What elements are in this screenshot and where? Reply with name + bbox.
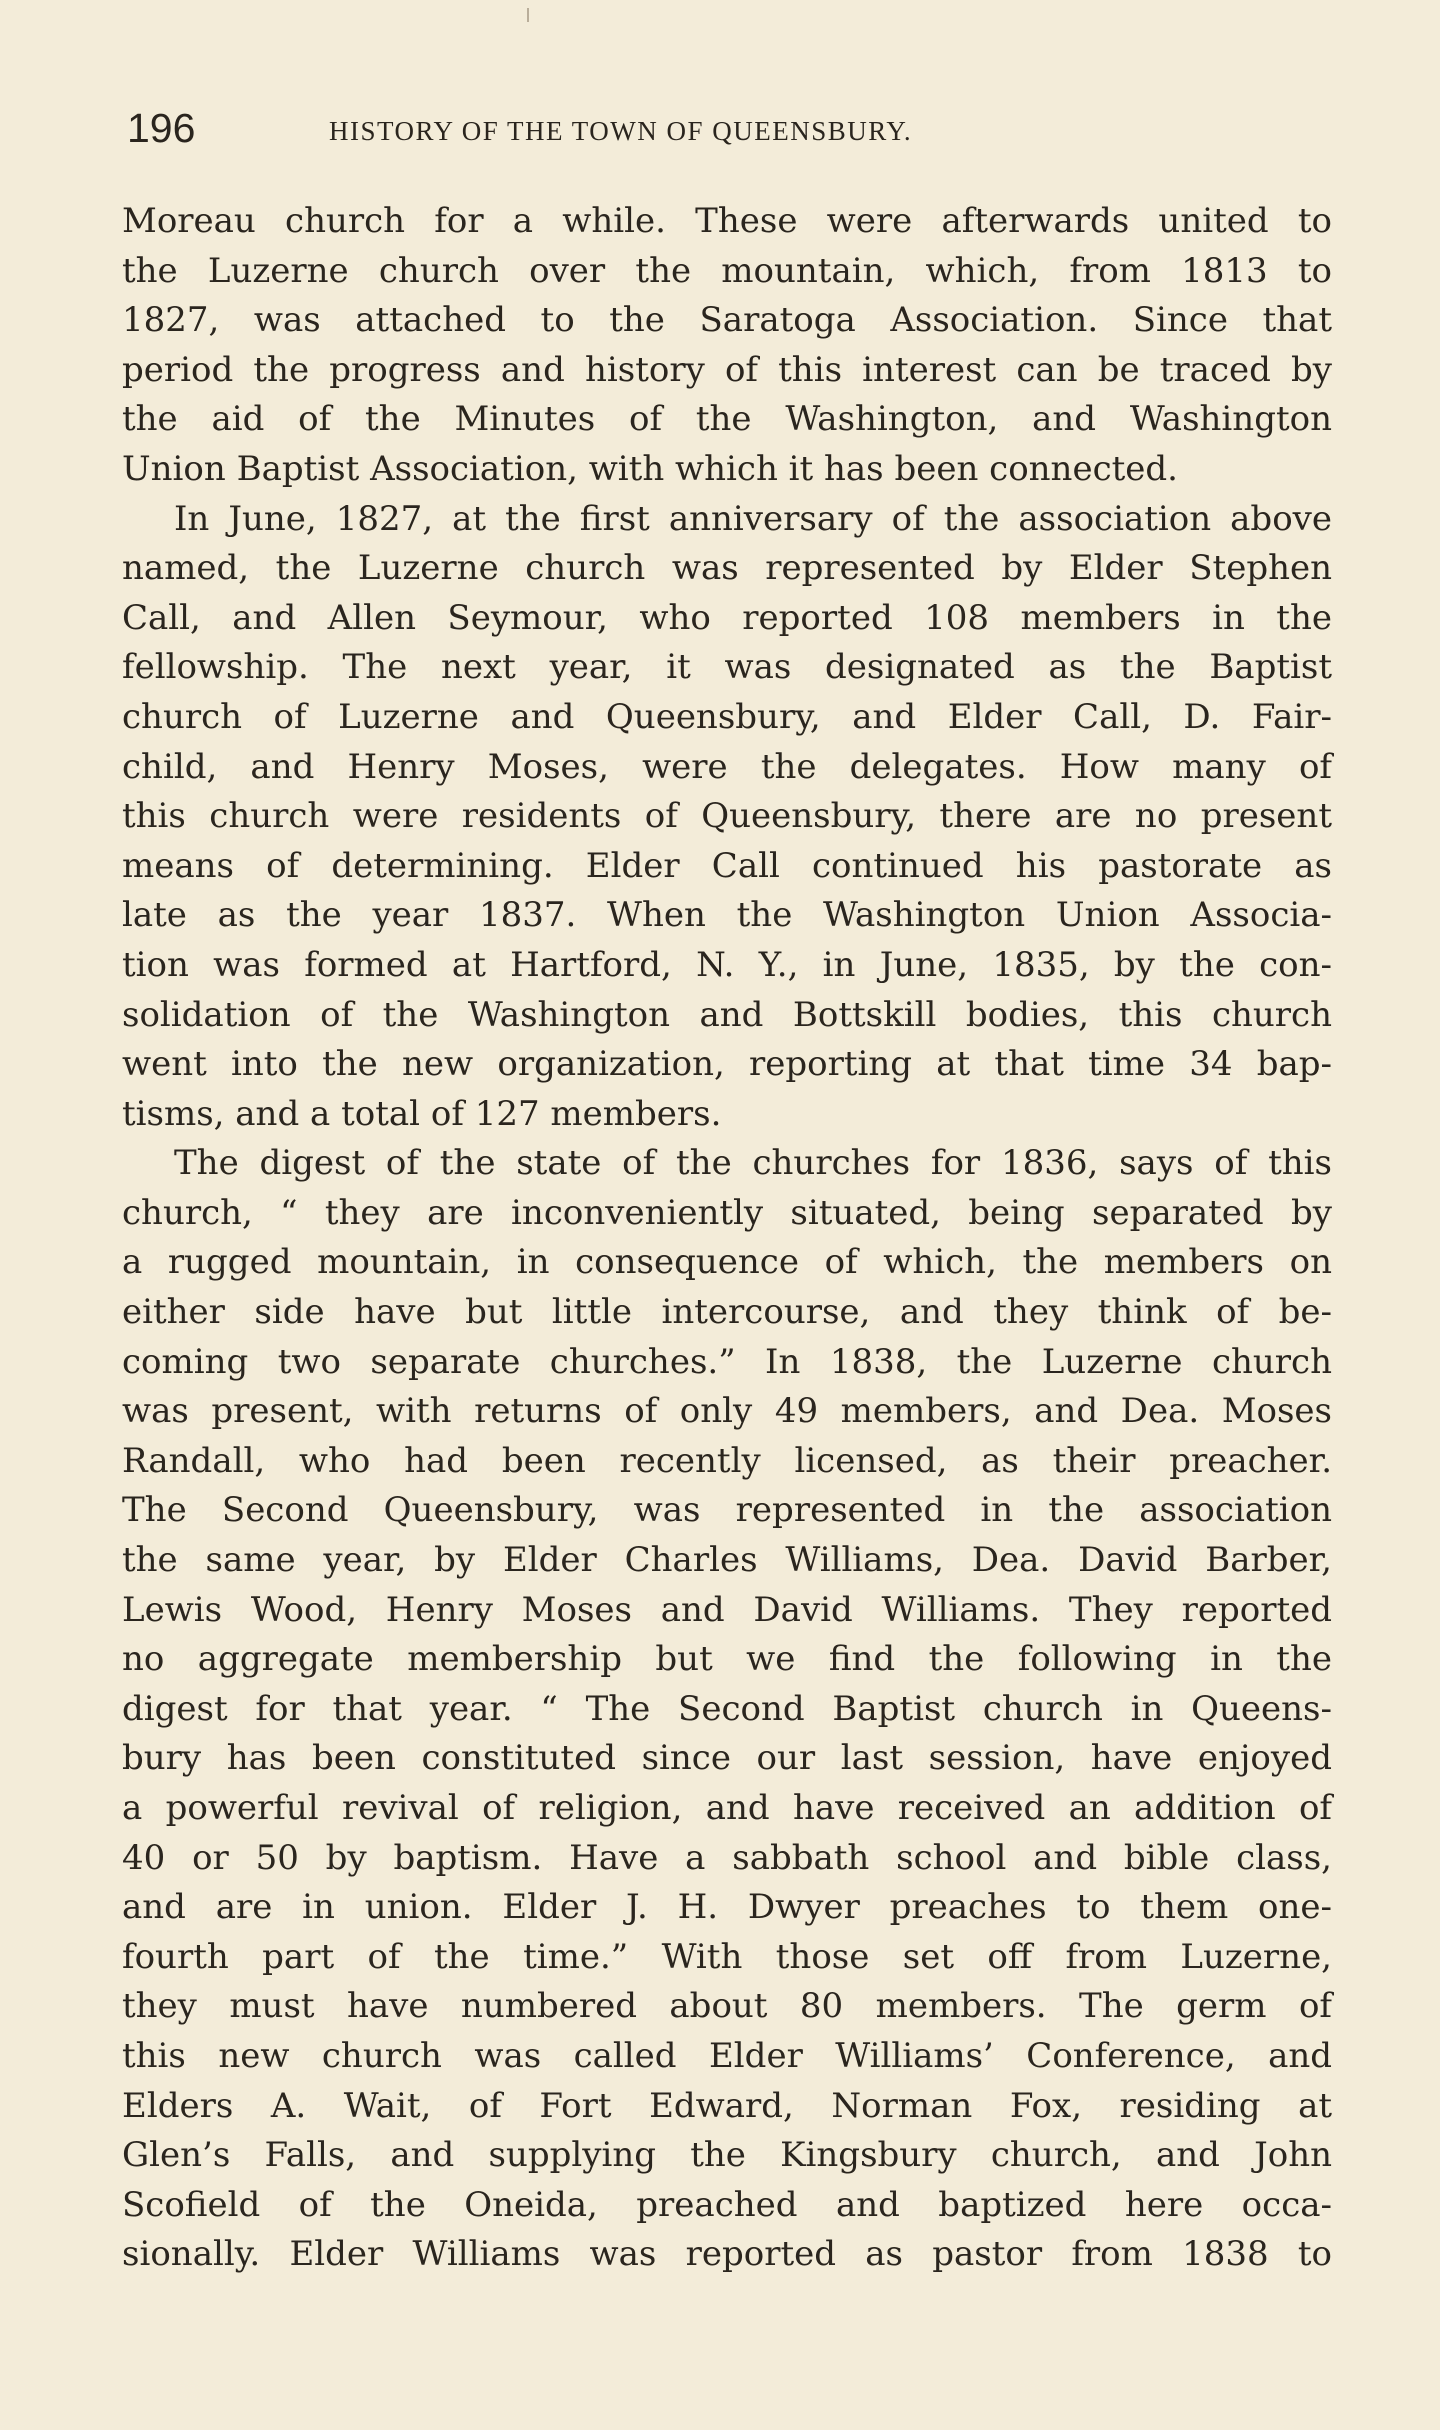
text-line: Elders A. Wait, of Fort Edward, Norman Fox, residing at: [122, 2085, 1332, 2126]
running-title: HISTORY OF THE TOWN OF QUEENSBURY.: [329, 116, 913, 146]
text-line: fourth part of the time.” With those set off from Luzerne,: [122, 1936, 1332, 1977]
text-line: Randall, who had been recently licensed, as their preacher.: [122, 1440, 1332, 1481]
text-line: Call, and Allen Seymour, who reported 108 members in the: [122, 597, 1332, 638]
text-line: 1827, was attached to the Saratoga Association. Since that: [122, 300, 1332, 341]
text-line: In June, 1827, at the first anniversary of the association above: [174, 498, 1332, 539]
text-line: child, and Henry Moses, were the delegates. How many of: [122, 746, 1332, 787]
text-line: The Second Queensbury, was represented in the association: [122, 1490, 1332, 1531]
text-line: either side have but little intercourse, and they think of be-: [122, 1292, 1332, 1333]
text-line: the same year, by Elder Charles Williams, Dea. David Barber,: [122, 1540, 1332, 1581]
text-line: tion was formed at Hartford, N. Y., in June, 1835, by the con-: [122, 944, 1332, 985]
text-line: Union Baptist Association, with which it has been connected.: [122, 448, 1178, 489]
text-line: coming two separate churches.” In 1838, the Luzerne church: [122, 1341, 1332, 1382]
text-line: Scofield of the Oneida, preached and baptized here occa-: [122, 2184, 1332, 2225]
text-line: Lewis Wood, Henry Moses and David Williams. They reported: [122, 1589, 1332, 1630]
text-line: digest for that year. “ The Second Baptist church in Queens-: [122, 1688, 1332, 1729]
text-line: and are in union. Elder J. H. Dwyer preaches to them one-: [122, 1887, 1332, 1928]
text-line: period the progress and history of this interest can be traced by: [122, 349, 1332, 390]
text-line: 40 or 50 by baptism. Have a sabbath school and bible class,: [122, 1837, 1332, 1878]
body-text: [122, 197, 1332, 2280]
text-line: church, “ they are inconveniently situated, being separated by: [122, 1192, 1332, 1233]
text-line: named, the Luzerne church was represented by Elder Stephen: [122, 548, 1332, 589]
page-number: 196: [127, 105, 196, 151]
text-line: sionally. Elder Williams was reported as pastor from 1838 to: [122, 2234, 1332, 2275]
page-header: [127, 98, 1327, 158]
text-line: church of Luzerne and Queensbury, and Elder Call, D. Fair-: [122, 696, 1332, 737]
text-line: a rugged mountain, in consequence of which, the members on: [122, 1242, 1332, 1283]
text-line: was present, with returns of only 49 members, and Dea. Moses: [122, 1391, 1332, 1432]
text-line: fellowship. The next year, it was designated as the Baptist: [122, 647, 1332, 688]
text-line: a powerful revival of religion, and have received an addition of: [122, 1788, 1332, 1828]
text-line: solidation of the Washington and Bottskill bodies, this church: [122, 994, 1332, 1035]
text-line: bury has been constituted since our last session, have enjoyed: [122, 1738, 1332, 1779]
text-line: Moreau church for a while. These were afterwards united to: [122, 201, 1332, 241]
text-line: means of determining. Elder Call continued his pastorate as: [122, 845, 1332, 886]
text-line: late as the year 1837. When the Washington Union Associa-: [122, 895, 1332, 936]
text-line: no aggregate membership but we find the following in the: [122, 1639, 1332, 1680]
text-line: Glen’s Falls, and supplying the Kingsbury church, and John: [122, 2135, 1332, 2176]
text-line: went into the new organization, reporting at that time 34 bap-: [122, 1044, 1332, 1085]
text-line: this new church was called Elder Williams’ Conference, and: [122, 2035, 1332, 2076]
text-line: The digest of the state of the churches for 1836, says of this: [174, 1143, 1332, 1184]
print-mark: [527, 8, 529, 22]
text-line: the aid of the Minutes of the Washington, and Washington: [122, 399, 1332, 440]
text-line: they must have numbered about 80 members. The germ of: [122, 1986, 1332, 2027]
text-line: tisms, and a total of 127 members.: [122, 1093, 722, 1134]
text-line: the Luzerne church over the mountain, which, from 1813 to: [122, 250, 1332, 291]
text-line: this church were residents of Queensbury, there are no present: [122, 796, 1332, 837]
